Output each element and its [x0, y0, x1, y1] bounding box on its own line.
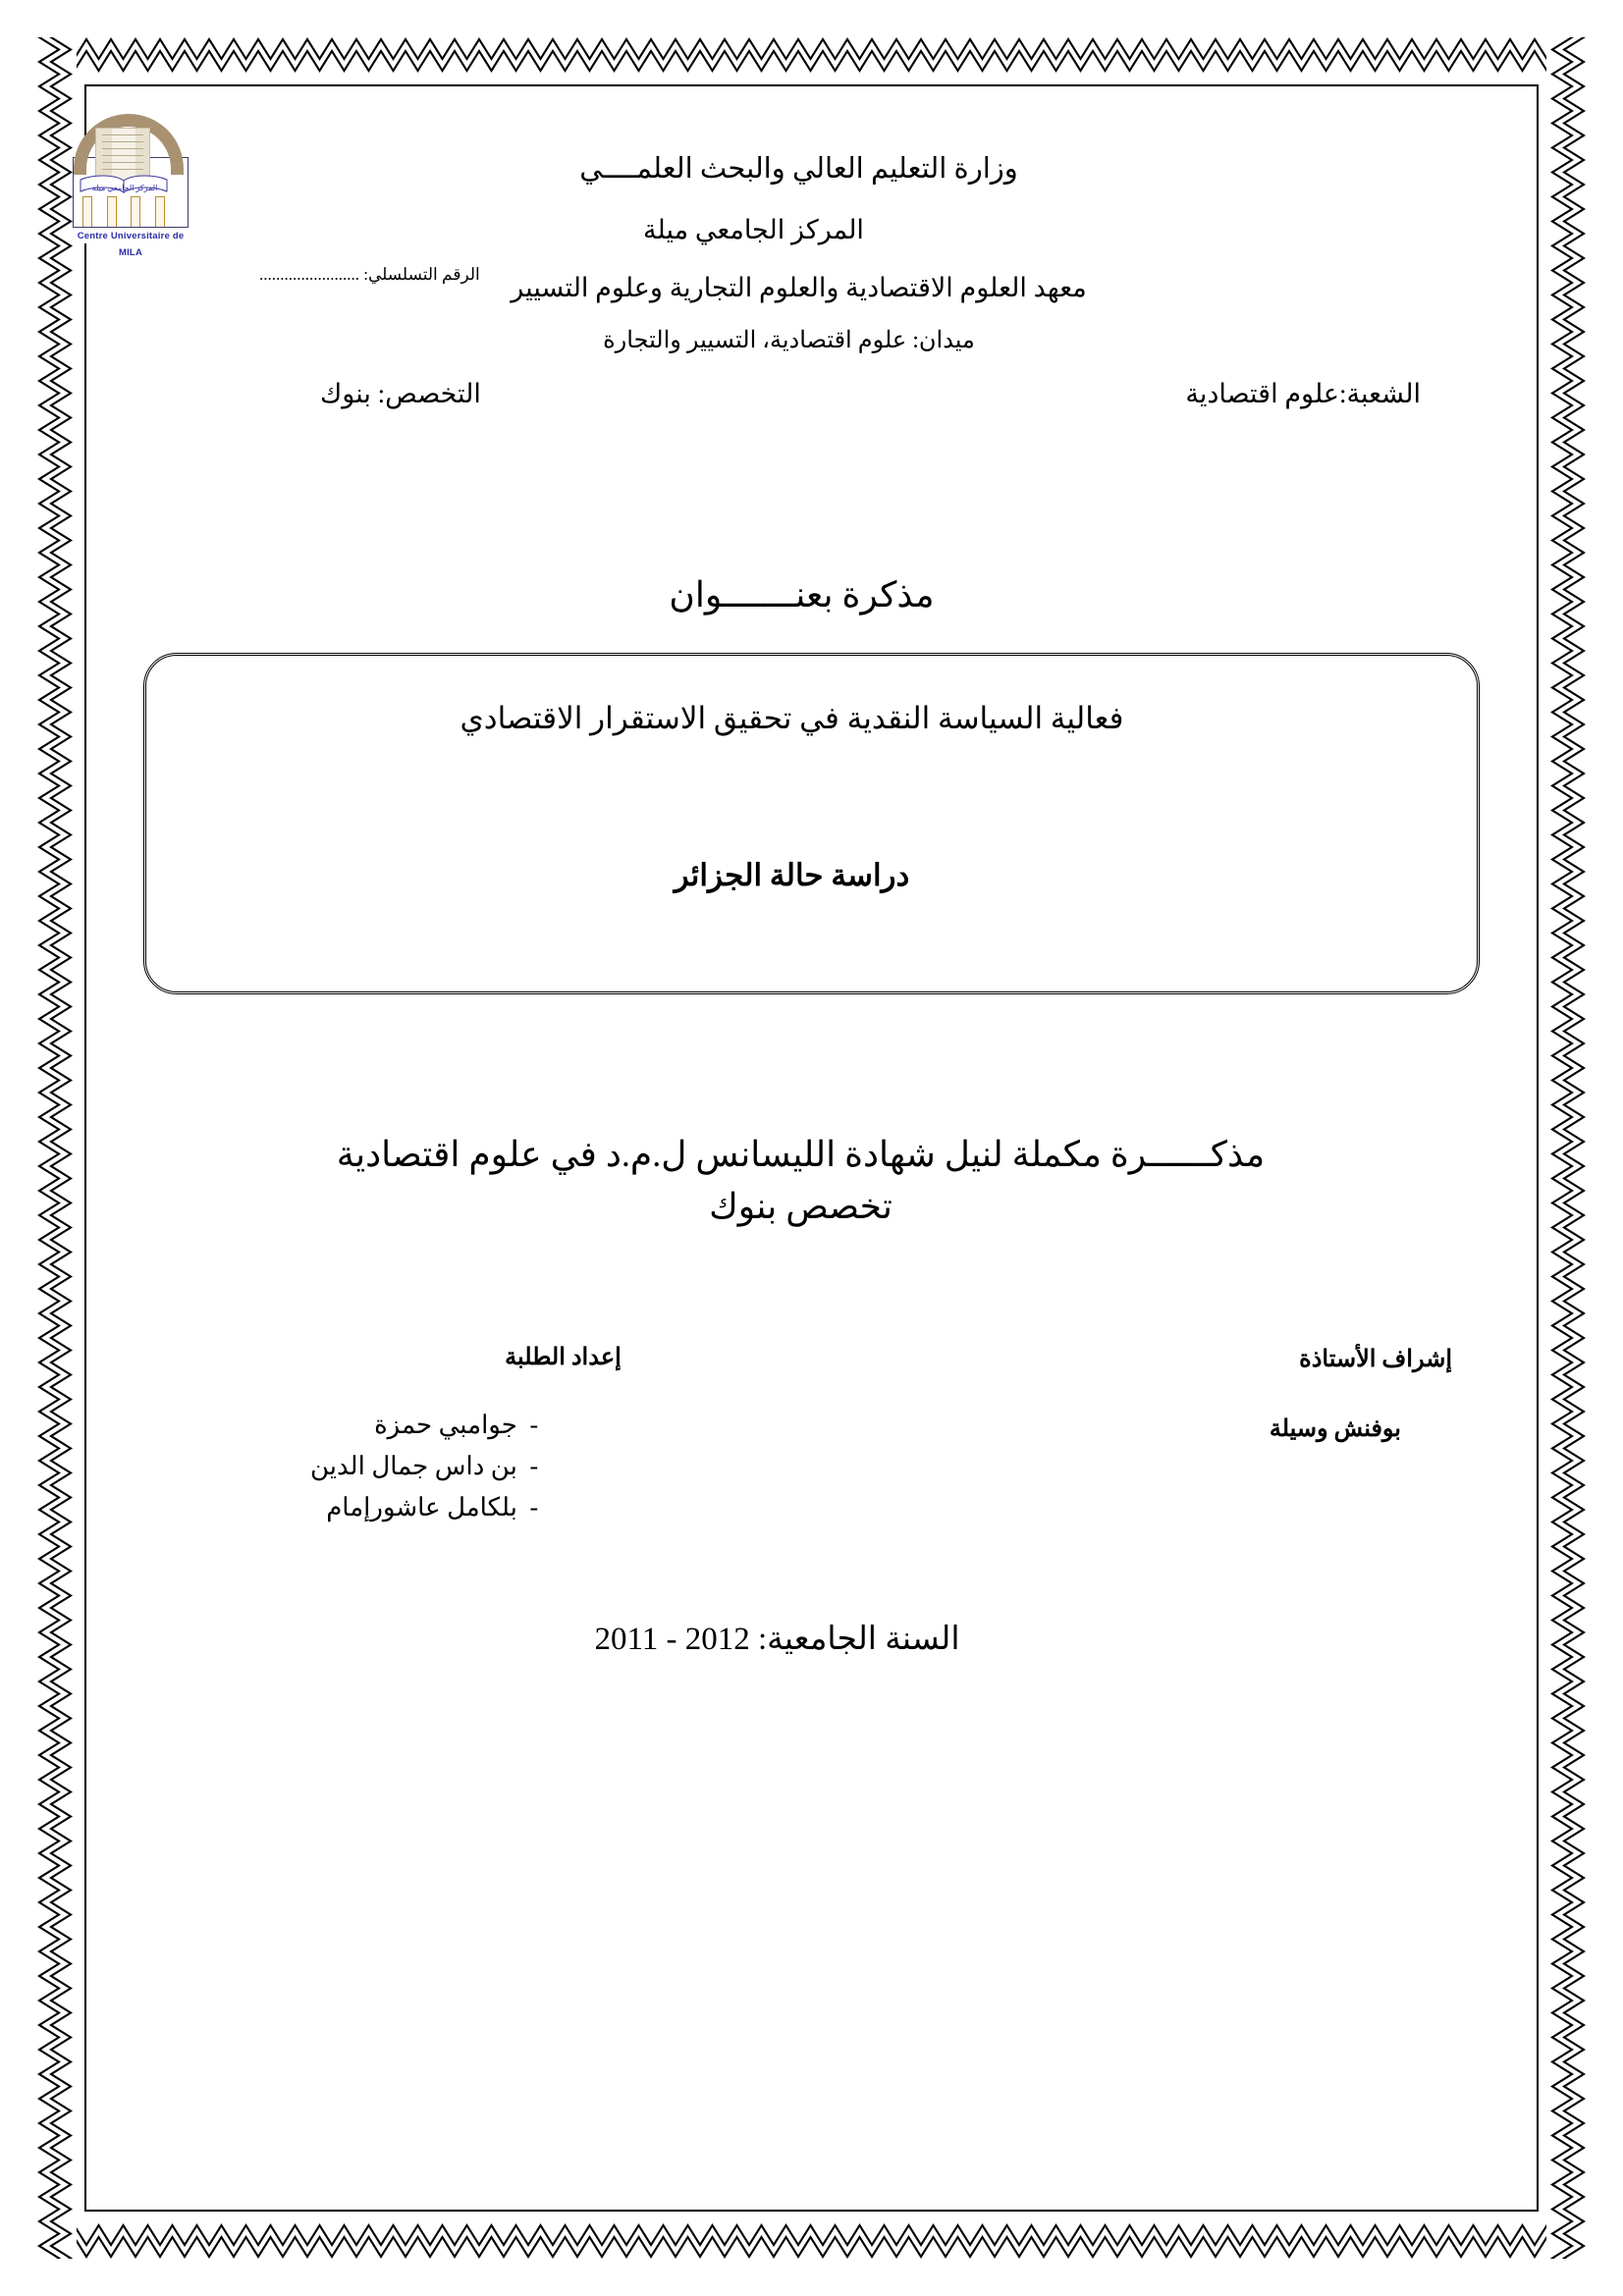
academic-year-line	[143, 1619, 1480, 1658]
header-block	[143, 149, 1480, 409]
academic-year-value: 2011 - 2012	[594, 1622, 750, 1658]
students-list	[310, 1405, 622, 1528]
bullet-dash: -	[529, 1410, 539, 1439]
bullet-dash: -	[529, 1493, 539, 1522]
branch-label: الشعبة:علوم اقتصادية	[1185, 378, 1421, 408]
degree-statement-line1: مذكــــــرة مكملة لنيل شهادة الليسانس ل.م.د في علوم اقتصادية	[336, 1134, 1266, 1174]
serial-number-label: الرقم التسلسلي: ........................	[259, 265, 480, 284]
art-border-left	[37, 37, 77, 2259]
student-name: بلكامل عاشورإمام	[326, 1493, 517, 1522]
supervisor-column	[1158, 1343, 1452, 1443]
student-name: بن داس جمال الدين	[310, 1452, 517, 1481]
page-content	[77, 94, 1525, 2202]
student-name: جوامبي حمزة	[374, 1410, 517, 1439]
logo-caption-arabic: المركز الجامعي ميلة	[91, 184, 158, 192]
ministry-line: وزارة التعليم العالي والبحث العلمــــي	[579, 153, 1018, 185]
list-item	[310, 1487, 551, 1528]
art-border-top	[37, 37, 1586, 77]
art-border-bottom	[37, 2219, 1586, 2259]
memo-label: مذكرة بعنـــــــوان	[669, 574, 935, 614]
people-block	[143, 1343, 1480, 1528]
students-column	[310, 1343, 622, 1528]
degree-statement-line2: تخصص بنوك	[709, 1186, 893, 1226]
supervisor-heading: إشراف الأستاذة	[1299, 1346, 1452, 1372]
institute-line: معهد العلوم الاقتصادية والعلوم التجارية وعلوم التسيير	[511, 272, 1087, 302]
branch-specialty-row	[143, 379, 1480, 409]
thesis-title: فعالية السياسة النقدية في تحقيق الاستقرار الاقتصادي	[460, 700, 1124, 735]
field-line: ميدان: علوم اقتصادية، التسيير والتجارة	[603, 327, 975, 353]
list-item	[310, 1446, 551, 1487]
bullet-dash: -	[529, 1452, 539, 1481]
students-heading: إعداد الطلبة	[505, 1344, 622, 1370]
thesis-subtitle: دراسة حالة الجزائر	[674, 857, 910, 892]
academic-year-label: السنة الجامعية:	[757, 1622, 960, 1658]
logo-caption-french: Centre Universitaire de MILA	[73, 227, 189, 243]
list-item	[310, 1405, 551, 1446]
art-border-right	[1546, 37, 1586, 2259]
logo-building-icon	[95, 128, 150, 181]
specialty-label: التخصص: بنوك	[320, 378, 481, 408]
thesis-title-box	[143, 653, 1480, 994]
university-center-line: المركز الجامعي ميلة	[643, 215, 864, 245]
supervisor-name: بوفنش وسيلة	[1269, 1415, 1401, 1442]
